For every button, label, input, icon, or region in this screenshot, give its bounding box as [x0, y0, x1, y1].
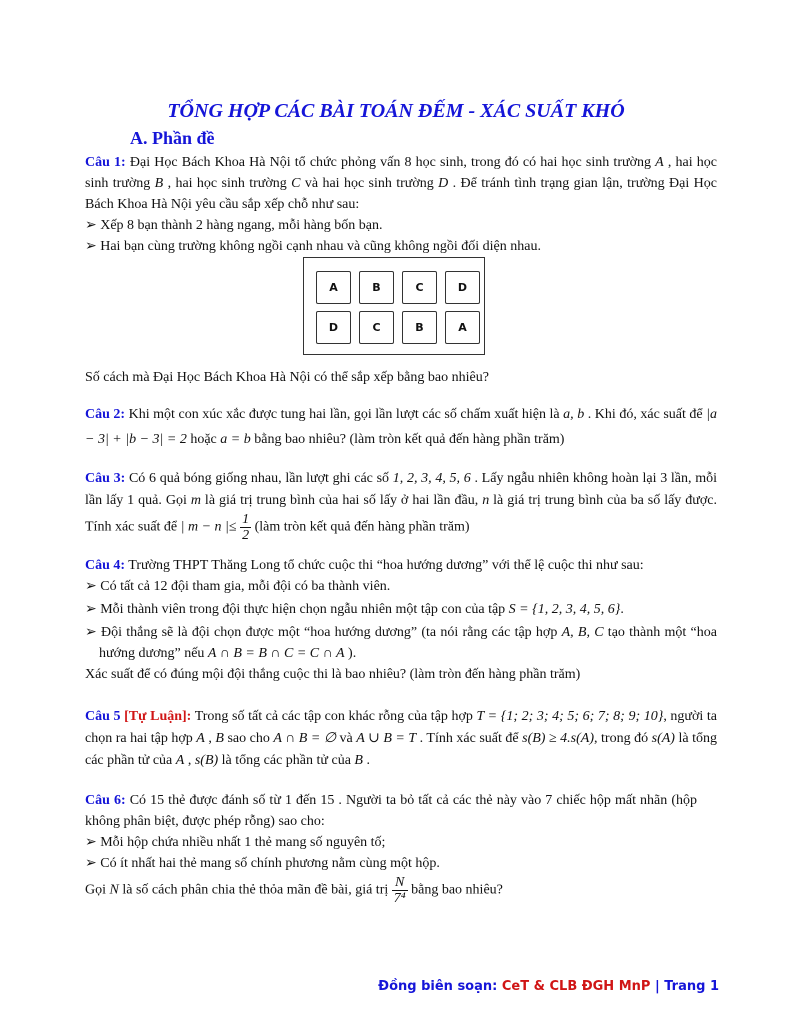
q1-text: Đại Học Bách Khoa Hà Nội tổ chức phỏng vấn 8 học sinh, trong đó có hai học sinh trường — [125, 155, 656, 170]
q3-text: (làm tròn kết quả đến hàng phần trăm) — [251, 519, 470, 535]
q2-expression-2: a = b — [220, 432, 251, 447]
q1-var-c: C — [291, 176, 301, 191]
q4-bullet-1: ➢ Có tất cả 12 đội tham gia, mỗi đội có ba thành viên. — [85, 579, 391, 594]
q1-text: , hai học sinh trường — [163, 176, 292, 191]
q4-text: tạo thành một “hoa hướng dương” nếu — [99, 625, 717, 661]
seat-r2-1: D — [316, 311, 351, 344]
q3-var-n: n — [482, 493, 490, 508]
q2-text: . Khi đó, xác suất để — [584, 407, 707, 422]
footer-prefix: Đồng biên soạn: — [378, 979, 502, 994]
q6-bullet-2: ➢ Có ít nhất hai thẻ mang số chính phương nằm cùng một hộp. — [85, 856, 440, 871]
question-4 — [85, 555, 717, 685]
seat-r2-2: C — [359, 311, 394, 344]
q1-bullet-1: ➢ Xếp 8 bạn thành 2 hàng ngang, mỗi hàng bốn bạn. — [85, 218, 383, 233]
q6-text: là số cách phân chia thẻ thỏa mãn đề bài, giá trị — [118, 882, 392, 898]
seat-r2-4: A — [445, 311, 480, 344]
q4-text: . — [620, 602, 624, 617]
seat-r1-1: A — [316, 271, 351, 304]
q3-frac-num: 1 — [242, 512, 250, 527]
q5-expression-3: s(B) ≥ 4.s(A) — [522, 731, 595, 746]
q5-text: . Tính xác suất để — [416, 731, 523, 746]
q1-text: , hai học sinh trường — [85, 155, 717, 191]
q4-text: ➢ Đội thắng sẽ là đội chọn được một “hoa hướng dương” (ta nói rằng các tập hợp — [85, 625, 562, 640]
q1-text: và hai học sinh trường — [300, 176, 439, 191]
q5-text: , — [184, 753, 195, 768]
q1-var-a: A — [655, 155, 664, 170]
q3-frac-den: 2 — [242, 528, 250, 543]
q5-var-b: B — [215, 731, 224, 746]
q5-var-a: A — [175, 753, 185, 768]
q6-question — [85, 875, 717, 906]
q5-sum-b: s(B) — [194, 753, 219, 768]
seat-r1-2: B — [359, 271, 394, 304]
seat-r1-3: C — [402, 271, 437, 304]
q4-expression: A ∩ B = B ∩ C = C ∩ A — [207, 646, 345, 661]
q4-sets: A, B, C — [561, 625, 604, 640]
footer-authors: CeT & CLB ĐGH MnP — [501, 979, 651, 994]
footer-page-number: | Trang 1 — [650, 979, 719, 994]
seat-r1-4: D — [445, 271, 480, 304]
q5-set-t: T = {1; 2; 3; 4; 5; 6; 7; 8; 9; 10} — [476, 709, 664, 724]
question-3 — [85, 468, 717, 543]
q5-text: . — [362, 753, 370, 768]
q2-vars: a, b — [563, 407, 585, 422]
q5-text: , — [204, 731, 216, 746]
question-5-label: Câu 5 — [85, 709, 121, 724]
q5-text: , người ta chọn ra hai tập hợp — [85, 709, 718, 746]
q5-expression-1: A ∩ B = ∅ — [273, 731, 337, 746]
q6-text: Có 15 thẻ được đánh số từ 1 đến 15 . Người ta bỏ tất cả các thẻ này vào 7 chiếc hộp mất nhãn (hộp không phân biệt, được phép rỗng) sao cho: — [85, 793, 698, 829]
q6-var-n: N — [109, 882, 119, 898]
q4-bullet-3 — [85, 622, 717, 664]
q3-text: Có 6 quả bóng giống nhau, lần lượt ghi các số — [125, 471, 393, 486]
page-footer — [378, 979, 719, 994]
q6-text: bằng bao nhiêu? — [407, 882, 503, 898]
question-5-tag: [Tự Luận]: — [124, 709, 192, 724]
question-6 — [85, 790, 697, 874]
q4-text: ➢ Mỗi thành viên trong đội thực hiện chọn ngẫu nhiên một tập con của tập — [85, 602, 509, 617]
question-2 — [85, 402, 717, 452]
q5-text: Trong số tất cả các tập con khác rỗng của tập hợp — [191, 709, 477, 724]
q4-text: ). — [344, 646, 357, 661]
section-heading: A. Phần đề — [130, 128, 215, 148]
q4-text: Trường THPT Thăng Long tổ chức cuộc thi “hoa hướng dương” với thể lệ cuộc thi như sau: — [125, 558, 644, 573]
question-2-label: Câu 2: — [85, 407, 126, 422]
q1-var-d: D — [438, 176, 449, 191]
q2-text: bằng bao nhiêu? (làm tròn kết quả đến hàng phần trăm) — [250, 432, 565, 447]
document-title: TỔNG HỢP CÁC BÀI TOÁN ĐẾM - XÁC SUẤT KHÓ — [167, 100, 625, 122]
q5-text: sao cho — [223, 731, 274, 746]
q3-var-m: m — [190, 493, 201, 508]
q5-var-b: B — [354, 753, 363, 768]
q5-expression-2: A ∪ B = T — [356, 731, 417, 746]
q1-question: Số cách mà Đại Học Bách Khoa Hà Nội có thể sắp xếp bằng bao nhiêu? — [85, 370, 489, 385]
q1-var-b: B — [154, 176, 164, 191]
q5-text: là tổng các phần tử của — [218, 753, 355, 768]
q1-text: . Để tránh tình trạng gian lận, trường Đại Học Bách Khoa Hà Nội yêu cầu sắp xếp chỗ như sau: — [85, 176, 717, 212]
question-3-label: Câu 3: — [85, 471, 126, 486]
question-5 — [85, 706, 717, 772]
q3-numbers: 1, 2, 3, 4, 5, 6 — [392, 471, 471, 486]
seat-r2-3: B — [402, 311, 437, 344]
q6-frac-num: N — [392, 875, 408, 891]
q3-fraction — [240, 512, 251, 543]
question-6-label: Câu 6: — [85, 793, 126, 808]
question-4-label: Câu 4: — [85, 558, 126, 573]
q3-text: là giá trị trung bình của hai số lấy ở hai lần đầu, — [200, 493, 483, 508]
q6-text: Gọi — [85, 882, 110, 898]
q6-frac-den: 7⁴ — [393, 891, 406, 906]
q6-fraction — [392, 875, 408, 906]
q5-text: là tổng các phần tử của — [85, 731, 717, 768]
q5-var-a: A — [196, 731, 205, 746]
q4-set-s: S = {1, 2, 3, 4, 5, 6} — [508, 602, 621, 617]
q4-question: Xác suất để có đúng mội đội thắng cuộc thi là bao nhiêu? (làm tròn đến hàng phần trăm) — [85, 667, 581, 682]
q5-text: và — [336, 731, 357, 746]
question-1-label: Câu 1: — [85, 155, 126, 170]
q4-bullet-2 — [85, 597, 717, 622]
q2-text: Khi một con xúc xắc được tung hai lần, gọi lần lượt các số chấm xuất hiện là — [125, 407, 564, 422]
q5-text: , trong đó — [594, 731, 652, 746]
q6-bullet-1: ➢ Mỗi hộp chứa nhiều nhất 1 thẻ mang số nguyên tố; — [85, 835, 386, 850]
q3-text: . Lấy ngẫu nhiên không hoàn lại 3 lần, mỗi lần lấy 1 quả. Gọi — [85, 471, 717, 508]
question-1 — [85, 152, 717, 257]
q3-condition: | m − n |≤ — [180, 519, 237, 535]
q1-bullet-2: ➢ Hai bạn cùng trường không ngồi cạnh nhau và cũng không ngồi đối diện nhau. — [85, 239, 541, 254]
q3-text: là giá trị trung bình của ba số lấy được. Tính xác suất để — [85, 493, 717, 535]
q2-text: hoặc — [186, 432, 221, 447]
q2-expression: |a − 3| + |b − 3| = 2 — [85, 407, 718, 447]
q5-sum-a: s(A) — [651, 731, 675, 746]
seating-diagram — [303, 257, 485, 355]
